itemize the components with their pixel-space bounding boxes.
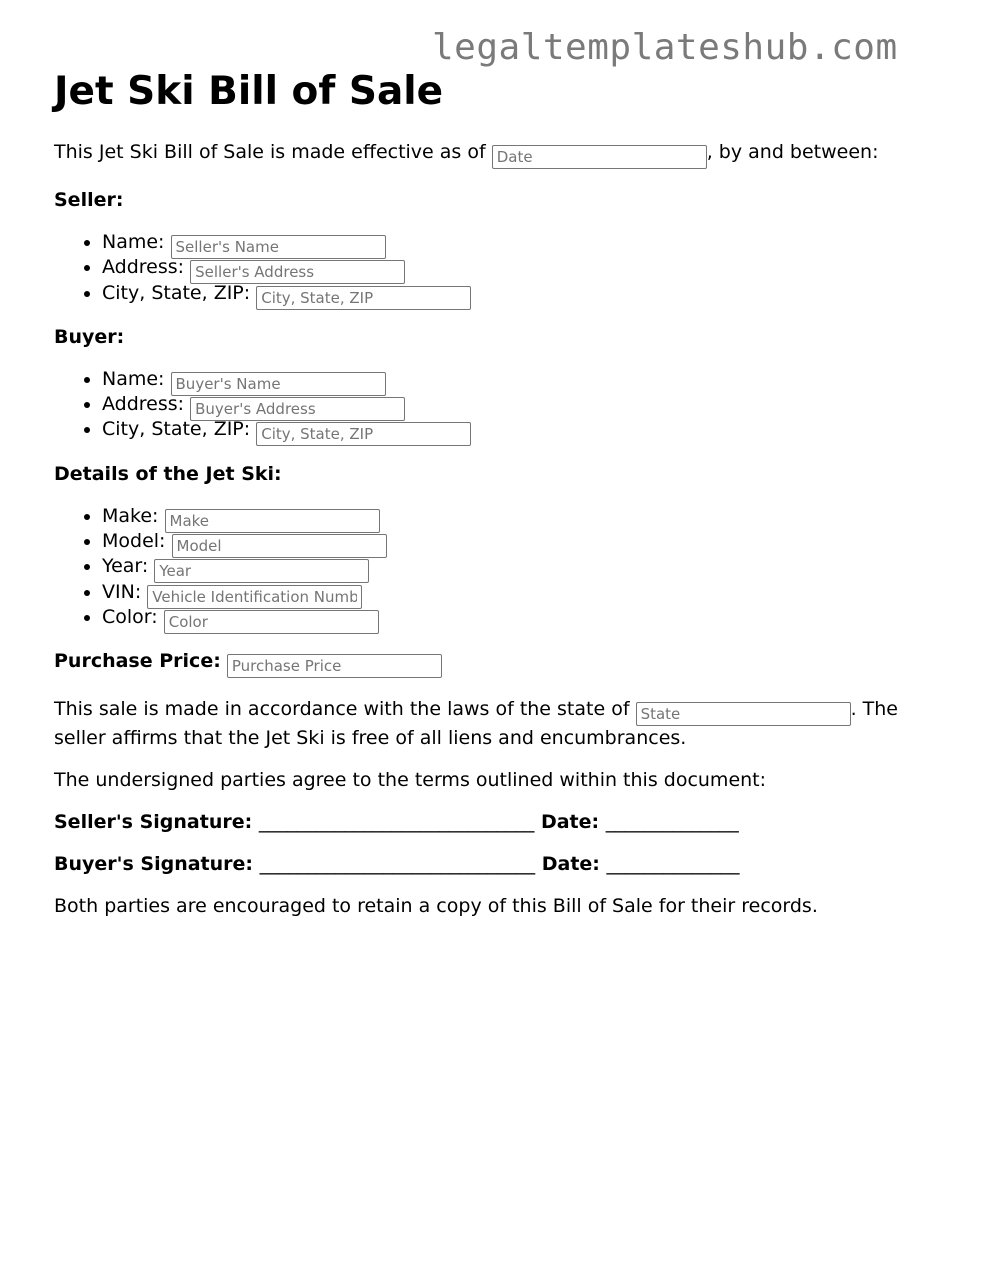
buyer-address-label: Address:: [102, 393, 185, 416]
list-item: [102, 605, 934, 630]
state-input[interactable]: [636, 702, 851, 726]
buyer-date-blank: ______________: [606, 853, 740, 876]
buyer-list: [54, 367, 934, 443]
list-item: [102, 554, 934, 579]
year-label: Year:: [102, 555, 149, 578]
color-label: Color:: [102, 605, 158, 628]
buyer-city-label: City, State, ZIP:: [102, 418, 251, 441]
watermark: legaltemplateshub.com: [432, 27, 898, 68]
intro-text-after: , by and between:: [706, 141, 879, 163]
list-item: [102, 529, 934, 554]
details-list: [54, 504, 934, 630]
purchase-price-line: [54, 649, 934, 678]
vin-label: VIN:: [102, 580, 142, 603]
list-item: [102, 417, 934, 442]
agreement-text: The undersigned parties agree to the terms outlined within this document:: [54, 769, 767, 792]
law-text-before: This sale is made in accordance with the laws of the state of: [54, 698, 636, 721]
model-label: Model:: [102, 530, 166, 553]
intro-paragraph: [54, 140, 934, 169]
buyer-heading: Buyer:: [54, 325, 125, 348]
buyer-name-label: Name:: [102, 367, 165, 390]
list-item: [102, 392, 934, 417]
seller-signature-label: Seller's Signature:: [54, 811, 253, 834]
buyer-signature-label: Buyer's Signature:: [54, 853, 253, 876]
list-item: [102, 281, 934, 306]
details-heading: Details of the Jet Ski:: [54, 462, 282, 485]
list-item: [102, 230, 934, 255]
list-item: [102, 504, 934, 529]
seller-city-input[interactable]: [256, 286, 471, 310]
law-text-after: . The seller affirms that the Jet Ski is free of all liens and encumbrances.: [54, 698, 898, 750]
document-body: [54, 68, 934, 919]
seller-city-label: City, State, ZIP:: [102, 281, 251, 304]
list-item: [102, 255, 934, 280]
seller-name-label: Name:: [102, 231, 165, 253]
buyer-signature-blank: _____________________________: [259, 853, 536, 876]
seller-list: [54, 230, 934, 306]
seller-signature-blank: _____________________________: [258, 811, 535, 834]
governing-law-paragraph: [54, 697, 934, 751]
seller-date-blank: ______________: [605, 811, 739, 834]
intro-text-before: This Jet Ski Bill of Sale is made effective as of: [54, 141, 492, 163]
seller-signature-line: [54, 810, 934, 835]
purchase-price-label: Purchase Price:: [54, 650, 221, 673]
buyer-signature-line: [54, 852, 934, 877]
page-title: Jet Ski Bill of Sale: [54, 69, 444, 114]
buyer-date-label: Date:: [541, 853, 600, 876]
make-label: Make:: [102, 504, 159, 527]
seller-date-label: Date:: [540, 811, 600, 834]
seller-heading: Seller:: [54, 189, 124, 211]
color-input[interactable]: [164, 610, 379, 634]
buyer-city-input[interactable]: [256, 422, 471, 446]
list-item: [102, 580, 934, 605]
closing-text: Both parties are encouraged to retain a copy of this Bill of Sale for their records.: [54, 895, 818, 918]
seller-address-label: Address:: [102, 256, 185, 279]
date-input[interactable]: [492, 145, 707, 169]
list-item: [102, 367, 934, 392]
purchase-price-input[interactable]: [227, 654, 442, 678]
